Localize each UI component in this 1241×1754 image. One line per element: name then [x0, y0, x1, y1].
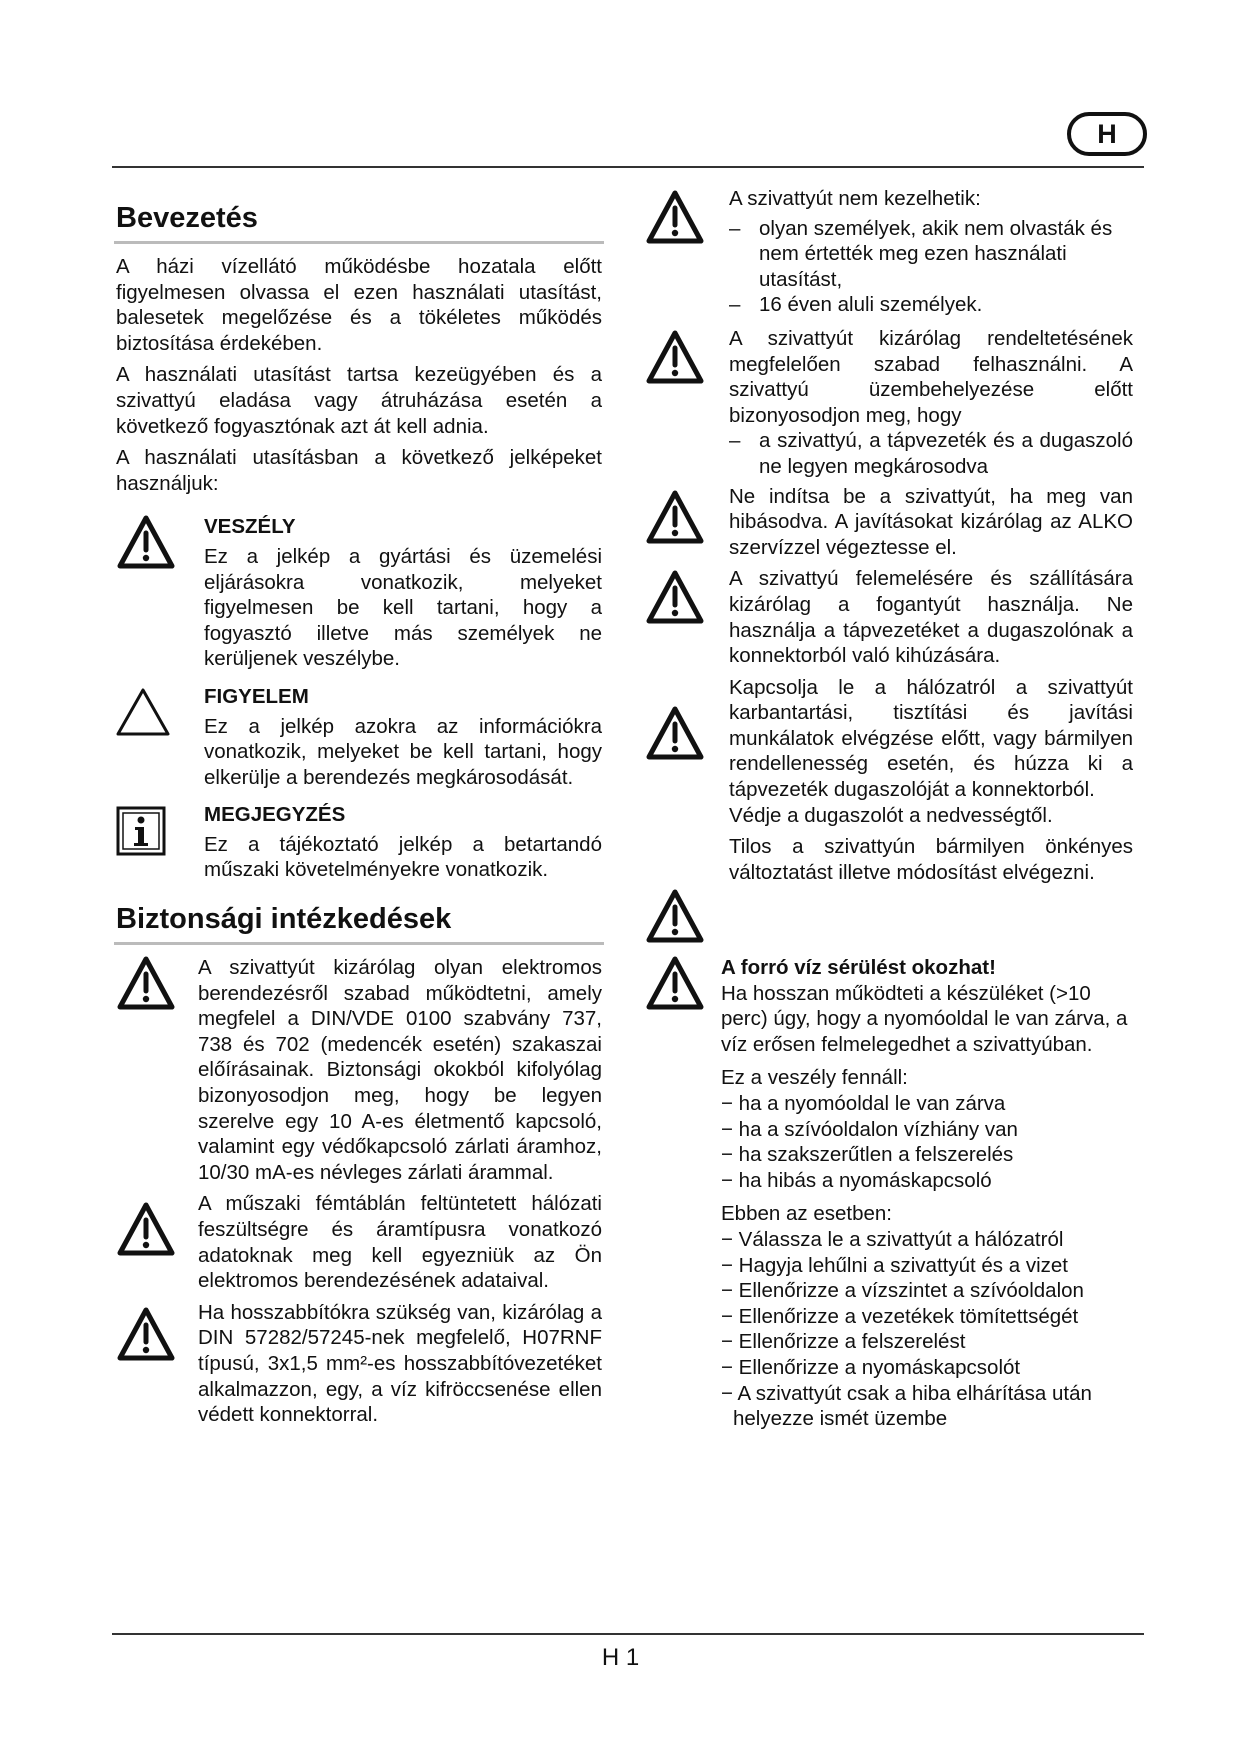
r2-text: A szivattyút kizárólag rendeltetésének megfelelően szabad felhasználni. A szivattyú üzembehelyezése előtt bizonyosodjon meg, hogy	[729, 326, 1133, 427]
list-item: − Ellenőrizze a felszerelést	[721, 1330, 966, 1354]
safety-item-2	[116, 1191, 602, 1293]
danger-title: VESZÉLY	[204, 515, 296, 539]
r5-text: Kapcsolja le a hálózatról a szivattyút karbantartási, tisztítási és javítási munkálatok elvégzése előtt, vagy bármilyen rendellenesség esetén, és húzza ki a tápvezeték dugaszolóját a konnektorból.	[729, 675, 1133, 802]
intro-paragraph-1: A házi vízellátó működésbe hozatala előtt figyelmesen olvassa el ezen használati utasítást, balesetek megelőzése és a tökéletes működés biztosítása érdekében.	[116, 255, 602, 355]
r2-dash-1: a szivattyú, a tápvezeték és a dugaszoló ne legyen megkárosodva	[759, 429, 1133, 478]
dash-bullet: –	[729, 293, 741, 317]
safety-item-2-text: A műszaki fémtáblán feltüntetett hálózati feszültségre és áramtípusra vonatkozó adatoknak meg kell egyezniük az Ön elektromos berendezésének adataival.	[198, 1192, 602, 1293]
warning-icon	[645, 705, 707, 765]
r7-conditions-title: Ez a veszély fennáll:	[721, 1066, 908, 1090]
dash-bullet: –	[729, 429, 741, 453]
language-badge-label: H	[1097, 118, 1117, 149]
r3-text: Ne indítsa be a szivattyút, ha meg van hibásodva. A javításokat kizárólag az ALKO szervízzel végeztesse el.	[729, 484, 1133, 559]
list-item: − Ellenőrizze a nyomáskapcsolót	[721, 1355, 1021, 1379]
header-rule	[112, 166, 1144, 168]
caution-triangle-icon	[116, 684, 204, 744]
left-column	[116, 198, 602, 1428]
caution-title: FIGYELEM	[204, 684, 309, 708]
r7-conditions-list	[721, 1091, 1131, 1193]
list-item-continuation: helyezze ismét üzembe	[733, 1407, 948, 1431]
language-badge	[1067, 112, 1147, 156]
info-icon	[116, 802, 204, 862]
list-item: − ha a nyomóoldal le van zárva	[721, 1091, 1006, 1115]
caution-description	[204, 684, 602, 790]
safety-item-3	[116, 1300, 602, 1428]
warning-icon	[645, 955, 707, 1015]
warning-icon	[645, 329, 707, 389]
note-description	[204, 802, 602, 883]
note-text: Ez a tájékoztató jelkép a betartandó műszaki követelményekre vonatkozik.	[204, 832, 602, 882]
intro-heading: Bevezetés	[116, 202, 258, 234]
intro-paragraph-3: A használati utasításban a következő jelképeket használjuk:	[116, 446, 602, 495]
r1-dash-item-1	[729, 216, 1133, 293]
safety-item-1-text: A szivattyút kizárólag olyan elektromos berendezésről szabad működtetni, amely megfelel a DIN/VDE 0100 szabvány 737, 738 és 702 (medencék esetén) szakaszai előírásainak. Biztonsági okokból kifolyólag bizonyosodjon meg, hogy be legyen szerelve egy 10 A-es életmentő kapcsoló, valamint egy védőkapcsoló zárlati áramhoz, 10/30 mA-es névleges zárlati árammal.	[198, 956, 602, 1184]
note-symbol-block	[116, 802, 602, 883]
warning-icon	[116, 1201, 198, 1271]
danger-description	[204, 514, 602, 672]
list-item: − ha a szívóoldalon vízhiány van	[721, 1117, 1018, 1141]
warning-icon	[645, 489, 707, 549]
footer-rule	[112, 1633, 1144, 1635]
list-item: − Ellenőrizze a vízszintet a szívóoldalon	[721, 1279, 1084, 1303]
note-title: MEGJEGYZÉS	[204, 803, 346, 827]
warning-icon	[116, 955, 198, 1025]
list-item: − A szivattyút csak a hiba elhárítása után	[721, 1381, 1092, 1405]
page-number: H 1	[601, 1644, 640, 1671]
intro-heading-rule	[114, 241, 604, 244]
r1-dash-1: olyan személyek, akik nem olvasták és nem értették meg ezen használati utasítást,	[759, 216, 1113, 291]
list-item: − Hagyja lehűlni a szivattyút és a vizet	[721, 1253, 1068, 1277]
r7-actions-list	[721, 1227, 1131, 1432]
dash-bullet: –	[729, 216, 741, 240]
warning-icon	[645, 569, 707, 629]
r6-text: Tilos a szivattyún bármilyen önkényes változtatást illetve módosítást elvégezni.	[729, 835, 1133, 884]
warning-icon	[645, 888, 707, 948]
r1-text: A szivattyút nem kezelhetik:	[729, 187, 981, 210]
safety-item-1	[116, 955, 602, 1185]
safety-item-3-text: Ha hosszabbítókra szükség van, kizárólag a DIN 57282/57245-nek megfelelő, H07RNF típusú, 3x1,5 mm²-es hosszabbítóvezetéket alkalmazzon, egy, a víz kifröccsenése ellen védett konnektorral.	[198, 1300, 602, 1427]
caution-text: Ez a jelkép azokra az információkra vonatkozik, melyeket be kell tartani, hogy elkerülje a berendezés megkárosodását.	[204, 714, 602, 789]
safety-heading: Biztonsági intézkedések	[116, 903, 452, 936]
list-item: − Ellenőrizze a vezetékek tömítettségét	[721, 1304, 1079, 1328]
right-column	[729, 186, 1133, 885]
r5-extra: Védje a dugaszolót a nedvességtől.	[729, 803, 1053, 827]
warning-icon	[116, 1306, 198, 1376]
danger-warning-icon	[116, 514, 204, 584]
r7-text: Ha hosszan működteti a készüléket (>10 perc) úgy, hogy a nyomóoldal le van zárva, a víz erősen felmelegedhet a szivattyúban.	[721, 981, 1128, 1056]
danger-symbol-block	[116, 514, 602, 672]
list-item: − Válassza le a szivattyút a hálózatról	[721, 1227, 1064, 1251]
list-item: − ha hibás a nyomáskapcsoló	[721, 1168, 992, 1192]
warning-icon	[645, 189, 707, 249]
r7-actions-title: Ebben az esetben:	[721, 1202, 892, 1226]
r1-dash-2: 16 éven aluli személyek.	[759, 293, 983, 317]
r1-dash-item-2	[729, 292, 1133, 318]
safety-heading-rule	[114, 942, 604, 945]
caution-symbol-block	[116, 684, 602, 790]
hot-water-section	[721, 955, 1131, 1432]
list-item: − ha szakszerűtlen a felszerelés	[721, 1143, 1014, 1167]
intro-paragraph-2: A használati utasítást tartsa kezeügyében és a szivattyú eladása vagy átruházása esetén a következő fogyasztónak azt át kell adnia.	[116, 363, 602, 438]
r7-title: A forró víz sérülést okozhat!	[721, 956, 996, 979]
r2-dash-item-1	[729, 428, 1133, 479]
r4-text: A szivattyú felemelésére és szállítására kizárólag a fogantyút használja. Ne használja a tápvezetéket a dugaszolónak a konnektorból való kihúzására.	[729, 567, 1133, 668]
danger-text: Ez a jelkép a gyártási és üzemelési eljárásokra vonatkozik, melyeket figyelmesen be kell tartani, hogy a fogyasztó illetve más személyek ne kerüljenek veszélybe.	[204, 544, 602, 671]
